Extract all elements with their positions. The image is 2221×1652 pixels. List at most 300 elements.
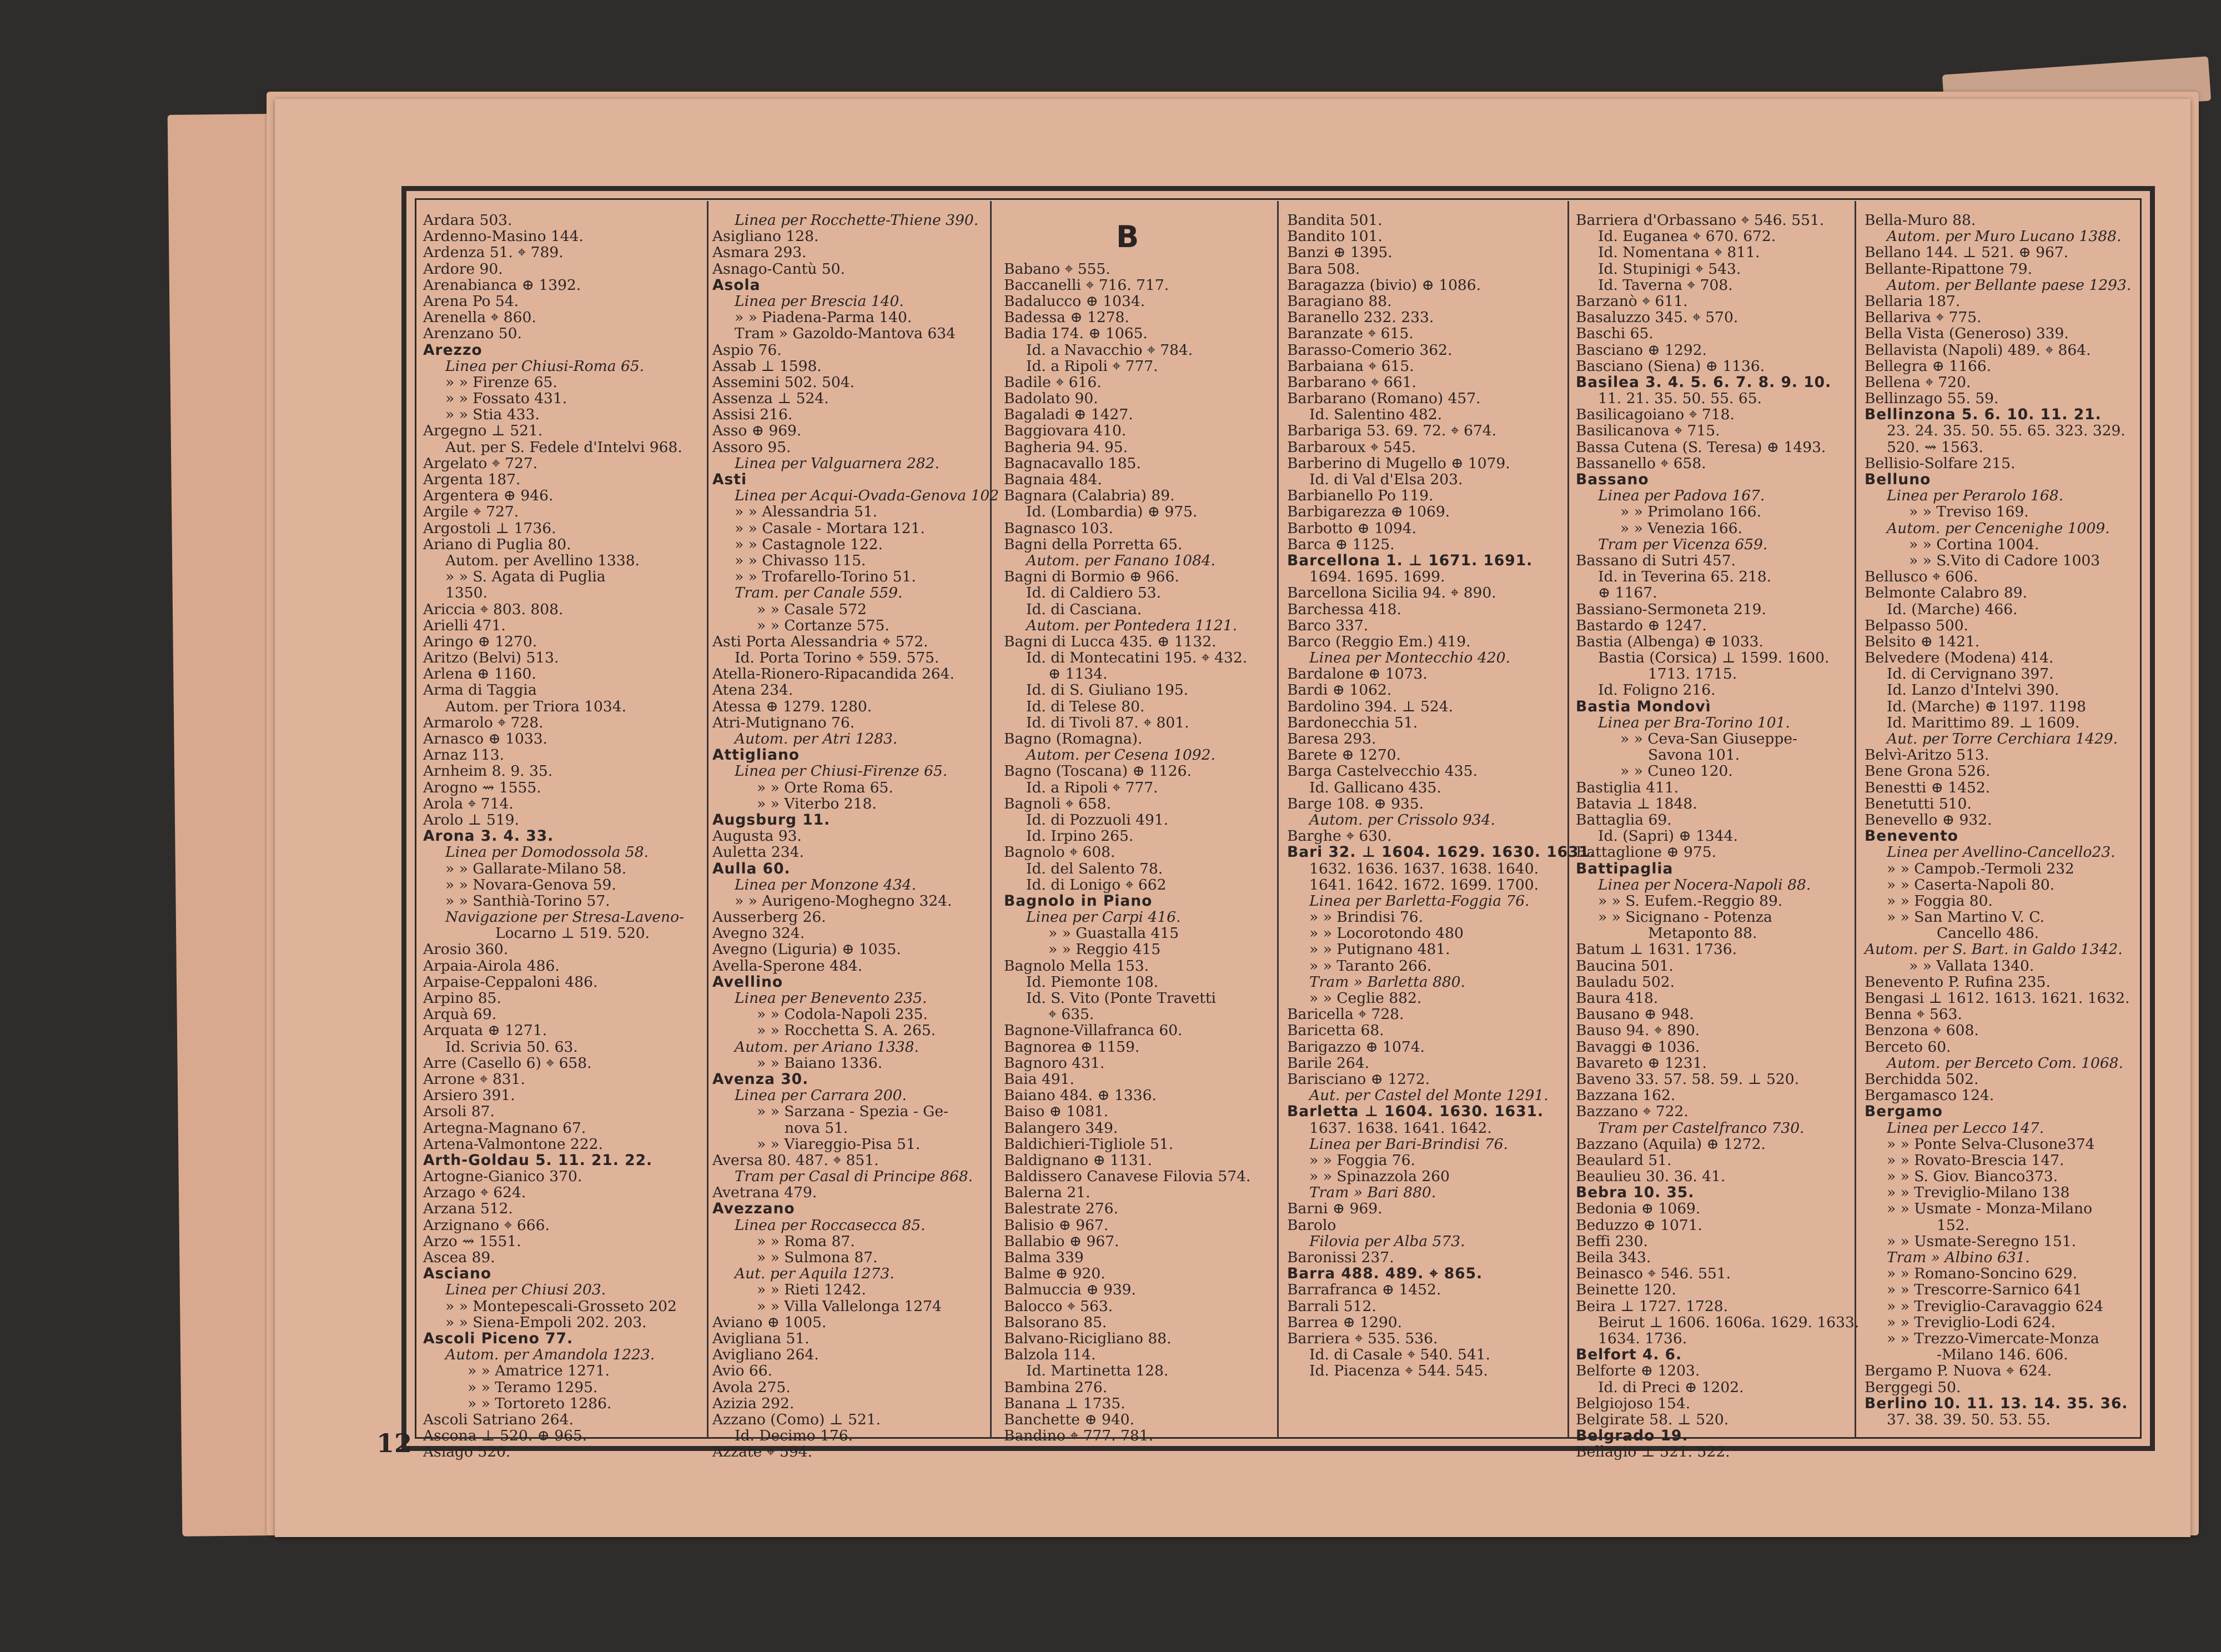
index-entry: Baragazza (bivio) ⊕ 1086. xyxy=(1287,276,1481,294)
index-entry: Bauso 94. ⌖ 890. xyxy=(1576,1022,1700,1040)
index-entry: Arpino 85. xyxy=(423,990,501,1007)
index-column-2 xyxy=(712,212,999,1461)
index-entry: Autom. per Cesena 1092. xyxy=(1026,746,1215,764)
index-entry: Bambina 276. xyxy=(1004,1378,1108,1396)
index-entry: Autom. per Amandola 1223. xyxy=(445,1346,655,1364)
index-entry: Id. (Marche) 466. xyxy=(1887,600,2018,618)
index-entry: Avellino xyxy=(712,973,783,991)
index-entry: Atella-Rionero-Ripacandida 264. xyxy=(712,665,954,683)
index-entry: Arola ⌖ 714. xyxy=(423,795,514,812)
index-entry: Arena Po 54. xyxy=(423,292,519,310)
index-entry: Avio 66. xyxy=(712,1362,773,1380)
index-entry: Linea per Bra-Torino 101. xyxy=(1598,714,1790,731)
index-entry: Barbarano ⌖ 661. xyxy=(1287,373,1416,391)
index-entry: 1694. 1695. 1699. xyxy=(1309,568,1445,586)
index-entry: Bardalone ⊕ 1073. xyxy=(1287,665,1428,683)
index-entry: Baresa 293. xyxy=(1287,730,1376,747)
index-entry: » » Rocchetta S. A. 265. xyxy=(757,1022,936,1040)
index-entry: Beinette 120. xyxy=(1576,1281,1676,1299)
index-entry: Id. Lanzo d'Intelvi 390. xyxy=(1887,681,2059,699)
index-entry: Linea per Nocera-Napoli 88. xyxy=(1598,876,1811,893)
index-entry: 1634. 1736. xyxy=(1598,1329,1687,1347)
index-entry: Arpaia-Airola 486. xyxy=(423,957,560,975)
index-entry: Augsburg 11. xyxy=(712,811,831,828)
index-entry: Banchette ⊕ 940. xyxy=(1004,1410,1134,1428)
index-entry: Id. Foligno 216. xyxy=(1598,681,1716,699)
index-entry: Barbarano (Romano) 457. xyxy=(1287,390,1481,408)
index-entry: Metaponto 88. xyxy=(1648,925,1757,942)
index-entry: Belmonte Calabro 89. xyxy=(1865,584,2028,602)
index-entry: Barga Castelvecchio 435. xyxy=(1287,762,1478,780)
index-entry: Bagno (Romagna). xyxy=(1004,730,1143,747)
index-entry: » » San Martino V. C. xyxy=(1887,908,2044,926)
index-entry: Tram per Vicenza 659. xyxy=(1598,535,1768,553)
index-entry: 152. xyxy=(1937,1216,1970,1234)
index-entry: Id. Euganea ⌖ 670. 672. xyxy=(1598,228,1776,245)
index-entry: Linea per Carrara 200. xyxy=(735,1087,907,1104)
index-entry: Berggegi 50. xyxy=(1865,1378,1961,1396)
index-entry: » » Viareggio-Pisa 51. xyxy=(757,1135,921,1153)
index-entry: Bella-Muro 88. xyxy=(1865,212,1976,229)
index-entry: Azizia 292. xyxy=(712,1394,795,1412)
index-entry: » » S. Giov. Bianco373. xyxy=(1887,1168,2058,1186)
index-entry: Ballabio ⊕ 967. xyxy=(1004,1232,1119,1250)
index-entry: Barcellona 1. ⊥ 1671. 1691. xyxy=(1287,551,1533,569)
index-entry: Aspio 76. xyxy=(712,341,782,359)
index-entry: Baiano 484. ⊕ 1336. xyxy=(1004,1087,1157,1104)
index-entry: Benevento P. Rufina 235. xyxy=(1865,973,2051,991)
index-entry: Avella-Sperone 484. xyxy=(712,957,863,975)
index-entry: Battaglia 69. xyxy=(1576,811,1672,828)
index-entry: Autom. per Atri 1283. xyxy=(735,730,898,747)
index-entry: Id. di Casciana. xyxy=(1026,600,1142,618)
index-entry: » » Campob.-Termoli 232 xyxy=(1887,860,2074,877)
index-entry: » » Fossato 431. xyxy=(445,390,567,408)
index-entry: Assisi 216. xyxy=(712,406,793,424)
index-entry: Bagnara (Calabria) 89. xyxy=(1004,487,1175,505)
index-entry: Bagnolo in Piano xyxy=(1004,892,1153,910)
index-entry: Arquà 69. xyxy=(423,1006,497,1023)
index-entry: Autom. per S. Bart. in Galdo 1342. xyxy=(1865,941,2123,958)
index-entry: » » Ceglie 882. xyxy=(1309,990,1422,1007)
index-entry: Barcellona Sicilia 94. ⌖ 890. xyxy=(1287,584,1496,602)
index-entry: Baronissi 237. xyxy=(1287,1249,1394,1266)
index-entry: Berceto 60. xyxy=(1865,1038,1951,1056)
index-entry: Artegna-Magnano 67. xyxy=(423,1119,586,1137)
index-entry: Bebra 10. 35. xyxy=(1576,1184,1695,1202)
index-entry: » » Taranto 266. xyxy=(1309,957,1432,975)
index-entry: Bara 508. xyxy=(1287,260,1360,278)
index-entry: Navigazione per Stresa-Laveno- xyxy=(445,908,685,926)
index-entry: Bandino ⌖ 777. 781. xyxy=(1004,1427,1153,1445)
index-entry: Bagnolo Mella 153. xyxy=(1004,957,1149,975)
index-entry: Bagnasco 103. xyxy=(1004,519,1113,537)
index-entry: Linea per Chiusi 203. xyxy=(445,1281,606,1299)
index-entry: Bassiano-Sermoneta 219. xyxy=(1576,600,1766,618)
index-entry: Arzignano ⌖ 666. xyxy=(423,1216,550,1234)
index-entry: Savona 101. xyxy=(1648,746,1740,764)
index-entry: Avigliano 264. xyxy=(712,1346,819,1364)
index-entry: Artogne-Gianico 370. xyxy=(423,1168,582,1186)
index-entry: Id. del Salento 78. xyxy=(1026,860,1163,877)
index-entry: Aut. per Castel del Monte 1291. xyxy=(1309,1087,1549,1104)
index-entry: » » Viterbo 218. xyxy=(757,795,877,812)
index-entry: Bagnone-Villafranca 60. xyxy=(1004,1022,1183,1040)
index-entry: Linea per Bari-Brindisi 76. xyxy=(1309,1135,1508,1153)
index-entry: Aulla 60. xyxy=(712,860,791,877)
index-entry: Baldissero Canavese Filovia 574. xyxy=(1004,1168,1251,1186)
index-entry: Linea per Roccasecca 85. xyxy=(735,1216,926,1234)
index-entry: Arenella ⌖ 860. xyxy=(423,309,536,327)
index-entry: Atessa ⊕ 1279. 1280. xyxy=(712,697,872,715)
index-entry: Berchidda 502. xyxy=(1865,1070,1979,1088)
index-entry: Ausserberg 26. xyxy=(712,908,826,926)
index-entry: Autom. per Crissolo 934. xyxy=(1309,811,1495,828)
index-entry: » » Trescorre-Sarnico 641 xyxy=(1887,1281,2082,1299)
index-entry: Barzanò ⌖ 611. xyxy=(1576,292,1688,310)
index-entry: » » Piadena-Parma 140. xyxy=(735,309,912,327)
index-entry: Atena 234. xyxy=(712,681,793,699)
index-entry: Avegno 324. xyxy=(712,925,805,942)
index-entry: Baldignano ⊕ 1131. xyxy=(1004,1151,1152,1169)
index-entry: Bagnoro 431. xyxy=(1004,1054,1105,1072)
index-entry: Bausano ⊕ 948. xyxy=(1576,1006,1694,1023)
index-entry: Benevento xyxy=(1865,827,1958,845)
index-entry: Linea per Acqui-Ovada-Genova 102 xyxy=(735,487,999,505)
index-entry: Autom. per Triora 1034. xyxy=(445,697,627,715)
index-entry: ⊕ 1167. xyxy=(1598,584,1657,602)
index-entry: Id. S. Vito (Ponte Travetti xyxy=(1026,990,1216,1007)
index-entry: Arielli 471. xyxy=(423,616,506,634)
index-entry: Barriera ⌖ 535. 536. xyxy=(1287,1329,1438,1347)
index-entry: Arenabianca ⊕ 1392. xyxy=(423,276,581,294)
index-entry: Assoro 95. xyxy=(712,438,791,456)
index-entry: Belforte ⊕ 1203. xyxy=(1576,1362,1700,1380)
index-entry: Asmara 293. xyxy=(712,244,807,262)
index-entry: Balisio ⊕ 967. xyxy=(1004,1216,1109,1234)
index-entry: Id. Nomentana ⌖ 811. xyxy=(1598,244,1760,262)
index-entry: Tram per Casal di Principe 868. xyxy=(735,1168,973,1186)
index-entry: Id. di Casale ⌖ 540. 541. xyxy=(1309,1346,1490,1364)
index-entry: Ascoli Piceno 77. xyxy=(423,1329,574,1347)
index-entry: » » Rovato-Brescia 147. xyxy=(1887,1151,2064,1169)
index-entry: » » Brindisi 76. xyxy=(1309,908,1424,926)
index-entry: Bellusco ⌖ 606. xyxy=(1865,568,1978,586)
index-entry: Belgiojoso 154. xyxy=(1576,1394,1691,1412)
index-column-4 xyxy=(1287,212,1596,1439)
index-entry: » » Casale - Mortara 121. xyxy=(735,519,925,537)
index-entry: Id. Piemonte 108. xyxy=(1026,973,1159,991)
index-entry: » » Trofarello-Torino 51. xyxy=(735,568,916,586)
index-entry: Barco 337. xyxy=(1287,616,1369,634)
index-entry: Barile 264. xyxy=(1287,1054,1370,1072)
index-entry: Bassano xyxy=(1576,471,1649,488)
index-entry: Bazzano (Aquila) ⊕ 1272. xyxy=(1576,1135,1766,1153)
index-entry: Bardi ⊕ 1062. xyxy=(1287,681,1392,699)
index-entry: 1641. 1642. 1672. 1699. 1700. xyxy=(1309,876,1539,893)
index-entry: Id. (Sapri) ⊕ 1344. xyxy=(1598,827,1738,845)
index-entry: Bene Grona 526. xyxy=(1865,762,1991,780)
index-entry: Locarno ⊥ 519. 520. xyxy=(495,925,650,942)
index-entry: Bellaria 187. xyxy=(1865,292,1961,310)
index-entry: Arnheim 8. 9. 35. xyxy=(423,762,553,780)
index-entry: Argegno ⊥ 521. xyxy=(423,422,543,440)
index-entry: » » Trezzo-Vimercate-Monza xyxy=(1887,1329,2099,1347)
index-entry: Asnago-Cantù 50. xyxy=(712,260,845,278)
index-entry: Asso ⊕ 969. xyxy=(712,422,802,440)
index-entry: Basaluzzo 345. ⌖ 570. xyxy=(1576,309,1738,327)
index-entry: Tram » Barletta 880. xyxy=(1309,973,1465,991)
index-entry: » » Venezia 166. xyxy=(1620,519,1743,537)
index-entry: Id. a Ripoli ⌖ 777. xyxy=(1026,357,1158,375)
index-entry: » » Codola-Napoli 235. xyxy=(757,1006,928,1023)
index-entry: Id. a Navacchio ⌖ 784. xyxy=(1026,341,1193,359)
index-entry: Belpasso 500. xyxy=(1865,616,1968,634)
index-entry: Baura 418. xyxy=(1576,990,1659,1007)
index-entry: Bellinzona 5. 6. 10. 11. 21. xyxy=(1865,406,2102,424)
index-entry: Benzona ⌖ 608. xyxy=(1865,1022,1979,1040)
index-entry: Bellavista (Napoli) 489. ⌖ 864. xyxy=(1865,341,2091,359)
index-entry: Linea per Perarolo 168. xyxy=(1887,487,2064,505)
index-entry: Barca ⊕ 1125. xyxy=(1287,535,1395,553)
index-entry: Id. di S. Giuliano 195. xyxy=(1026,681,1189,699)
index-entry: Azzate ⌖ 594. xyxy=(712,1443,812,1461)
index-entry: Badile ⌖ 616. xyxy=(1004,373,1102,391)
index-entry: Bagheria 94. 95. xyxy=(1004,438,1128,456)
index-entry: Asciano xyxy=(423,1265,492,1283)
index-entry: Balma 339 xyxy=(1004,1249,1084,1266)
index-entry: Arenzano 50. xyxy=(423,325,522,343)
index-entry: Arolo ⊥ 519. xyxy=(423,811,519,828)
index-entry: Bellagio ⊥ 521. 522. xyxy=(1576,1443,1730,1461)
index-entry: Id. Gallicano 435. xyxy=(1309,779,1441,796)
index-entry: Baucina 501. xyxy=(1576,957,1674,975)
index-entry: Badolato 90. xyxy=(1004,390,1098,408)
index-entry: Bagnaia 484. xyxy=(1004,471,1102,488)
index-entry: » » Castagnole 122. xyxy=(735,535,883,553)
index-entry: Balsorano 85. xyxy=(1004,1313,1107,1331)
index-entry: Arlena ⊕ 1160. xyxy=(423,665,536,683)
index-entry xyxy=(1004,212,1290,228)
index-entry: Badia 174. ⊕ 1065. xyxy=(1004,325,1148,343)
index-entry: Belgrado 19. xyxy=(1576,1427,1689,1445)
index-entry: » » Locorotondo 480 xyxy=(1309,925,1464,942)
index-entry: Barbianello Po 119. xyxy=(1287,487,1434,505)
index-entry: Autom. per Avellino 1338. xyxy=(445,551,640,569)
index-entry: » » Villa Vallelonga 1274 xyxy=(757,1297,942,1315)
index-entry: Attigliano xyxy=(712,746,800,764)
index-entry: Avola 275. xyxy=(712,1378,791,1396)
index-entry: » » Foggia 76. xyxy=(1309,1151,1415,1169)
index-entry: Autom. per Pontedera 1121. xyxy=(1026,616,1238,634)
index-entry: » » Foggia 80. xyxy=(1887,892,1993,910)
index-entry: Barbaiana ⌖ 615. xyxy=(1287,357,1414,375)
index-entry: » » Treviglio-Milano 138 xyxy=(1887,1184,2070,1202)
index-entry: Belfort 4. 6. xyxy=(1576,1346,1682,1364)
index-entry: Balerna 21. xyxy=(1004,1184,1091,1202)
index-entry: Balmuccia ⊕ 939. xyxy=(1004,1281,1136,1299)
index-entry: Id. Stupinigi ⌖ 543. xyxy=(1598,260,1741,278)
index-entry: Linea per Rocchette-Thiene 390. xyxy=(735,212,979,229)
index-entry: Balangero 349. xyxy=(1004,1119,1118,1137)
index-entry: Auletta 234. xyxy=(712,843,804,861)
index-entry: Id. a Ripoli ⌖ 777. xyxy=(1026,779,1158,796)
index-entry: » » Treviglio-Lodi 624. xyxy=(1887,1313,2056,1331)
index-entry: Balocco ⌖ 563. xyxy=(1004,1297,1113,1315)
index-entry: » » Romano-Soncino 629. xyxy=(1887,1265,2078,1283)
index-entry: Arsiero 391. xyxy=(423,1087,515,1104)
index-entry: Azzano (Como) ⊥ 521. xyxy=(712,1410,881,1428)
index-entry: Bassa Cutena (S. Teresa) ⊕ 1493. xyxy=(1576,438,1826,456)
index-entry: Id. Taverna ⌖ 708. xyxy=(1598,276,1733,294)
index-entry: Id. (Marche) ⊕ 1197. 1198 xyxy=(1887,697,2086,715)
index-entry: 11. 21. 35. 50. 55. 65. xyxy=(1598,390,1762,408)
index-entry: » » Guastalla 415 xyxy=(1048,925,1179,942)
index-entry: Argostoli ⊥ 1736. xyxy=(423,519,556,537)
index-entry: Barigazzo ⊕ 1074. xyxy=(1287,1038,1425,1056)
index-entry: » » Alessandria 51. xyxy=(735,503,878,521)
index-entry: Bellena ⌖ 720. xyxy=(1865,373,1971,391)
index-entry: Beffi 230. xyxy=(1576,1232,1648,1250)
index-entry: Argentera ⊕ 946. xyxy=(423,487,554,505)
index-entry: Banana ⊥ 1735. xyxy=(1004,1394,1125,1412)
index-entry: Armarolo ⌖ 728. xyxy=(423,714,544,731)
index-entry: Barrafranca ⊕ 1452. xyxy=(1287,1281,1441,1299)
index-entry: Baschi 65. xyxy=(1576,325,1654,343)
index-entry: Baranzate ⌖ 615. xyxy=(1287,325,1414,343)
index-column-5 xyxy=(1576,212,1862,1461)
index-entry: Basilicanova ⌖ 715. xyxy=(1576,422,1720,440)
index-entry: Barrali 512. xyxy=(1287,1297,1376,1315)
index-entry: Bellano 144. ⊥ 521. ⊕ 967. xyxy=(1865,244,2069,262)
index-entry: » » Sulmona 87. xyxy=(757,1249,878,1266)
index-entry: Bergamasco 124. xyxy=(1865,1087,1994,1104)
index-entry: » » Tortoreto 1286. xyxy=(468,1394,612,1412)
index-entry: Linea per Carpi 416. xyxy=(1026,908,1181,926)
index-entry xyxy=(1004,244,1290,260)
index-entry: Id. di Pozzuoli 491. xyxy=(1026,811,1169,828)
index-entry: Aut. per S. Fedele d'Intelvi 968. xyxy=(445,438,682,456)
index-entry: Aviano ⊕ 1005. xyxy=(712,1313,827,1331)
index-column-1 xyxy=(423,212,709,1461)
index-entry: Linea per Avellino-Cancello23. xyxy=(1887,843,2116,861)
index-entry: Assab ⊥ 1598. xyxy=(712,357,822,375)
index-entry: Barberino di Mugello ⊕ 1079. xyxy=(1287,454,1510,472)
index-entry: » » Putignano 481. xyxy=(1309,941,1450,958)
index-entry: Arnaz 113. xyxy=(423,746,505,764)
index-entry: Bastia Mondovì xyxy=(1576,697,1711,715)
index-entry: Belsito ⊕ 1421. xyxy=(1865,632,1980,650)
index-entry: Linea per Domodossola 58. xyxy=(445,843,649,861)
index-entry: Linea per Monzone 434. xyxy=(735,876,917,893)
index-entry: Bari 32. ⊥ 1604. 1629. 1630. 1631. xyxy=(1287,843,1596,861)
index-entry: Baccanelli ⌖ 716. 717. xyxy=(1004,276,1169,294)
index-entry: Id. Marittimo 89. ⊥ 1609. xyxy=(1887,714,2080,731)
index-entry: Barco (Reggio Em.) 419. xyxy=(1287,632,1471,650)
index-entry: » » Ponte Selva-Clusone374 xyxy=(1887,1135,2095,1153)
index-entry: Ariano di Puglia 80. xyxy=(423,535,571,553)
index-entry: Bardolino 394. ⊥ 524. xyxy=(1287,697,1454,715)
index-entry: Arrone ⌖ 831. xyxy=(423,1070,525,1088)
index-entry: Aversa 80. 487. ⌖ 851. xyxy=(712,1151,879,1169)
index-entry: Baveno 33. 57. 58. 59. ⊥ 520. xyxy=(1576,1070,1799,1088)
index-entry: Aringo ⊕ 1270. xyxy=(423,632,537,650)
index-entry: » » Rieti 1242. xyxy=(757,1281,866,1299)
index-entry: Tram. per Canale 559. xyxy=(735,584,903,602)
index-entry: Bagnorea ⊕ 1159. xyxy=(1004,1038,1140,1056)
index-entry: » » Treviglio-Caravaggio 624 xyxy=(1887,1297,2104,1315)
index-entry: Id. in Teverina 65. 218. xyxy=(1598,568,1772,586)
index-entry: Bellante-Ripattone 79. xyxy=(1865,260,2033,278)
index-entry: Banzi ⊕ 1395. xyxy=(1287,244,1393,262)
index-entry: Avezzano xyxy=(712,1200,795,1218)
index-entry: » » Casale 572 xyxy=(757,600,867,618)
index-entry: Beinasco ⌖ 546. 551. xyxy=(1576,1265,1731,1283)
index-entry: Filovia per Alba 573. xyxy=(1309,1232,1465,1250)
index-entry: Linea per Barletta-Foggia 76. xyxy=(1309,892,1530,910)
index-entry: Avigliana 51. xyxy=(712,1329,810,1347)
index-entry: Barra 488. 489. ⌖ 865. xyxy=(1287,1265,1483,1283)
index-entry: Badessa ⊕ 1278. xyxy=(1004,309,1129,327)
index-column-3 xyxy=(1004,212,1290,1445)
index-entry: Basilea 3. 4. 5. 6. 7. 8. 9. 10. xyxy=(1576,373,1832,391)
index-entry: Baldichieri-Tigliole 51. xyxy=(1004,1135,1174,1153)
index-entry: Arosio 360. xyxy=(423,941,509,958)
index-entry: Arma di Taggia xyxy=(423,681,537,699)
index-entry: Id. Piacenza ⌖ 544. 545. xyxy=(1309,1362,1488,1380)
index-entry: Id. di Val d'Elsa 203. xyxy=(1309,471,1463,488)
index-entry: Battaglione ⊕ 975. xyxy=(1576,843,1717,861)
index-entry: 1637. 1638. 1641. 1642. xyxy=(1309,1119,1492,1137)
index-entry: Barchessa 418. xyxy=(1287,600,1401,618)
index-entry: Bellisio-Solfare 215. xyxy=(1865,454,2016,472)
index-entry: Bagni di Bormio ⊕ 966. xyxy=(1004,568,1179,586)
index-entry: Bauladu 502. xyxy=(1576,973,1675,991)
index-entry: Arnasco ⊕ 1033. xyxy=(423,730,547,747)
index-entry: » » Novara-Genova 59. xyxy=(445,876,616,893)
index-entry: Benna ⌖ 563. xyxy=(1865,1006,1962,1023)
index-entry: Balestrate 276. xyxy=(1004,1200,1118,1218)
index-entry: Asigliano 128. xyxy=(712,228,819,245)
index-entry: 37. 38. 39. 50. 53. 55. xyxy=(1887,1410,2051,1428)
index-entry: Belvì-Aritzo 513. xyxy=(1865,746,1989,764)
index-entry: Bagaladi ⊕ 1427. xyxy=(1004,406,1133,424)
index-entry: Linea per Chiusi-Firenze 65. xyxy=(735,762,948,780)
index-entry: Bellariva ⌖ 775. xyxy=(1865,309,1982,327)
index-entry: » » Firenze 65. xyxy=(445,373,557,391)
index-entry: Barolo xyxy=(1287,1216,1336,1234)
index-entry: Belvedere (Modena) 414. xyxy=(1865,649,2054,667)
index-entry: 1632. 1636. 1637. 1638. 1640. xyxy=(1309,860,1539,877)
index-entry: Ariccia ⌖ 803. 808. xyxy=(423,600,564,618)
index-entry: Baiso ⊕ 1081. xyxy=(1004,1103,1109,1121)
index-entry: Ascea 89. xyxy=(423,1249,495,1266)
index-entry: Bassanello ⌖ 658. xyxy=(1576,454,1706,472)
index-entry: » » Cuneo 120. xyxy=(1620,762,1733,780)
index-entry: » » Santhià-Torino 57. xyxy=(445,892,610,910)
index-entry: ⊕ 1134. xyxy=(1048,665,1108,683)
index-entry: » » S. Eufem.-Reggio 89. xyxy=(1598,892,1783,910)
page-number: 12 xyxy=(376,1428,413,1458)
index-entry: Ardara 503. xyxy=(423,212,512,229)
index-entry: » » Baiano 1336. xyxy=(757,1054,883,1072)
index-entry: Asola xyxy=(712,276,761,294)
index-entry: Aritzo (Belvi) 513. xyxy=(423,649,559,667)
index-entry: » » Roma 87. xyxy=(757,1232,855,1250)
index-entry: Badalucco ⊕ 1034. xyxy=(1004,292,1145,310)
index-entry: Benevello ⊕ 932. xyxy=(1865,811,1992,828)
index-entry: Batum ⊥ 1631. 1736. xyxy=(1576,941,1737,958)
